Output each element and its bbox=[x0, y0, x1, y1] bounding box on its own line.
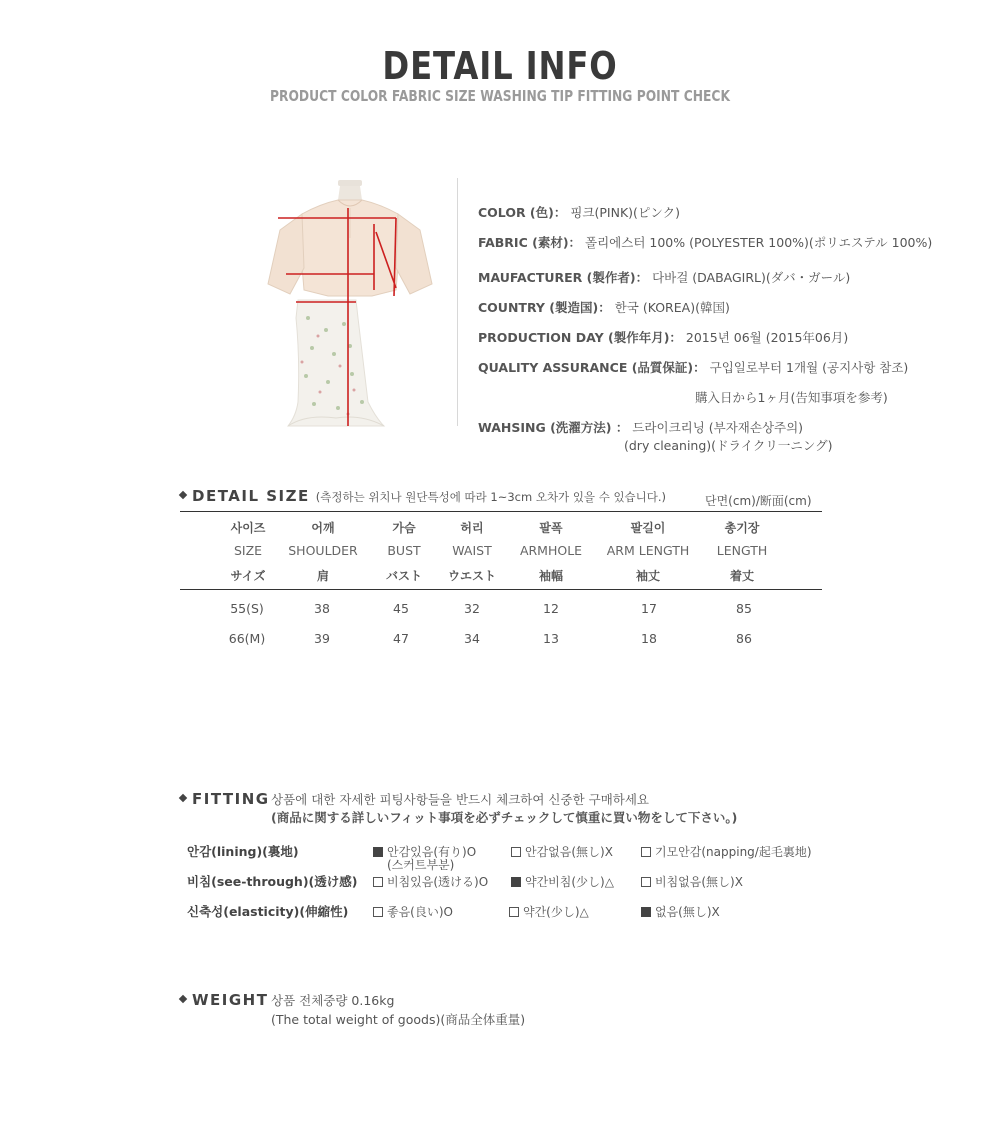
country-value: 한국 (KOREA)(韓国) bbox=[614, 300, 730, 315]
size-header-jp: サイズ bbox=[230, 569, 266, 583]
quality-value-jp: 購入日から1ヶ月(告知事項を参考) bbox=[695, 390, 888, 405]
size-header-en: SHOULDER bbox=[288, 543, 358, 558]
unchecked-box-icon bbox=[509, 907, 519, 917]
page-subtitle: PRODUCT COLOR FABRIC SIZE WASHING TIP FITTING POINT CHECK bbox=[269, 87, 730, 105]
seethrough-opt-yes: 비침있음(透ける)O bbox=[373, 873, 488, 890]
size-header-ko: 팔폭 bbox=[539, 521, 563, 535]
size-header-en: ARMHOLE bbox=[519, 543, 583, 558]
lining-sub: (스커트부분) bbox=[387, 858, 455, 872]
size-cell: 47 bbox=[393, 631, 409, 646]
size-cell: 45 bbox=[393, 601, 409, 616]
fitting-heading bbox=[180, 790, 270, 808]
size-cell: 18 bbox=[641, 631, 657, 646]
seethrough-opt-little: 약간비침(少し)△ bbox=[511, 873, 614, 890]
seethrough-opt-no: 비침없음(無し)X bbox=[641, 873, 743, 890]
size-header-en: ARM LENGTH bbox=[606, 543, 690, 558]
info-color bbox=[478, 203, 680, 221]
washing-value-2: (dry cleaning)(ドライクリ一ニング) bbox=[624, 438, 833, 453]
size-cell: 86 bbox=[736, 631, 752, 646]
seethrough-label: 비침(see-through)(透け感) bbox=[187, 874, 358, 889]
table-top-rule bbox=[180, 511, 822, 512]
diamond-icon bbox=[179, 491, 187, 499]
quality-value: 구입일로부터 1개월 (공지사항 참조) bbox=[709, 360, 909, 375]
quality-label: QUALITY ASSURANCE (品質保証)： bbox=[478, 360, 706, 375]
product-image bbox=[250, 178, 450, 438]
washing-label: WAHSING (洗濯方法) ： bbox=[478, 420, 629, 435]
lining-opt-yes: 안감있음(有り)O bbox=[373, 843, 476, 860]
weight-title: WEIGHT bbox=[192, 991, 269, 1009]
unchecked-box-icon bbox=[373, 877, 383, 887]
checked-box-icon bbox=[511, 877, 521, 887]
info-fabric bbox=[478, 233, 932, 251]
fitting-desc-jp: (商品に関する詳しいフィット事項を必ずチェックして慎重に買い物をして下さい。) bbox=[271, 810, 738, 825]
country-label: COUNTRY (製造国)： bbox=[478, 300, 611, 315]
production-value: 2015년 06월 (2015年06月) bbox=[685, 330, 849, 345]
fitting-desc-ko: 상품에 대한 자세한 피팅사항들을 반드시 체크하여 신중한 구매하세요 bbox=[271, 792, 649, 807]
table-header-rule bbox=[180, 589, 822, 590]
size-header-ko: 허리 bbox=[460, 521, 484, 535]
size-row-label: 55(S) bbox=[230, 601, 264, 616]
size-cell: 13 bbox=[543, 631, 559, 646]
weight-line-1: 상품 전체중량 0.16kg bbox=[271, 993, 395, 1008]
detail-size-title: DETAIL SIZE bbox=[192, 487, 310, 505]
size-header-ko: 팔길이 bbox=[630, 521, 666, 535]
size-cell: 34 bbox=[464, 631, 480, 646]
size-header-jp: ウエスト bbox=[447, 569, 496, 583]
page-title: DETAIL INFO bbox=[382, 44, 618, 88]
elasticity-opt-none: 없음(無し)X bbox=[641, 903, 720, 920]
info-country bbox=[478, 298, 730, 316]
unchecked-box-icon bbox=[373, 907, 383, 917]
size-header-ko: 총기장 bbox=[724, 521, 760, 535]
size-header-jp: 袖丈 bbox=[635, 569, 660, 583]
manufacturer-label: MAUFACTURER (製作者)： bbox=[478, 270, 649, 285]
color-label: COLOR (色)： bbox=[478, 205, 567, 220]
elasticity-opt-little: 약간(少し)△ bbox=[509, 903, 589, 920]
production-label: PRODUCTION DAY (製作年月)： bbox=[478, 330, 682, 345]
size-header-en: SIZE bbox=[233, 543, 263, 558]
lining-opt-napping: 기모안감(napping/起毛裏地) bbox=[641, 843, 812, 860]
size-header-en: LENGTH bbox=[716, 543, 768, 558]
washing-value: 드라이크리닝 (부자재손상주의) bbox=[632, 420, 804, 435]
detail-size-heading bbox=[180, 487, 666, 505]
elasticity-opt-good: 좋음(良い)O bbox=[373, 903, 453, 920]
size-cell: 17 bbox=[641, 601, 657, 616]
diamond-icon bbox=[179, 794, 187, 802]
checked-box-icon bbox=[373, 847, 383, 857]
info-manufacturer bbox=[478, 268, 850, 286]
size-header-ko: 어깨 bbox=[311, 521, 335, 535]
size-header-jp: バスト bbox=[385, 569, 422, 583]
size-header-jp: 袖幅 bbox=[538, 569, 563, 583]
info-production bbox=[478, 328, 848, 346]
unchecked-box-icon bbox=[641, 847, 651, 857]
lining-opt-no: 안감없음(無し)X bbox=[511, 843, 613, 860]
fabric-value: 폴리에스터 100% (POLYESTER 100%)(ポリエステル 100%) bbox=[585, 235, 933, 250]
manufacturer-value: 다바걸 (DABAGIRL)(ダバ・ガール) bbox=[652, 270, 851, 285]
fitting-title: FITTING bbox=[192, 790, 270, 808]
size-header-en: WAIST bbox=[452, 543, 492, 558]
size-cell: 32 bbox=[464, 601, 480, 616]
detail-size-note: (측정하는 위치나 원단특성에 따라 1~3cm 오차가 있을 수 있습니다.) bbox=[315, 490, 667, 504]
size-cell: 38 bbox=[314, 601, 330, 616]
info-washing bbox=[478, 418, 803, 436]
weight-heading bbox=[180, 991, 268, 1009]
size-unit: 단면(cm)/断面(cm) bbox=[705, 494, 812, 508]
elasticity-label: 신축성(elasticity)(伸縮性) bbox=[187, 904, 349, 919]
size-header-ko: 가슴 bbox=[392, 521, 416, 535]
color-value: 핑크(PINK)(ピンク) bbox=[570, 205, 681, 220]
size-header-jp: 着丈 bbox=[729, 569, 754, 583]
size-row-label: 66(M) bbox=[228, 631, 266, 646]
fabric-label: FABRIC (素材)： bbox=[478, 235, 582, 250]
diamond-icon bbox=[179, 995, 187, 1003]
size-cell: 39 bbox=[314, 631, 330, 646]
divider-line bbox=[457, 178, 458, 426]
size-cell: 12 bbox=[543, 601, 559, 616]
weight-line-2: (The total weight of goods)(商品全体重量) bbox=[271, 1012, 526, 1027]
info-quality bbox=[478, 358, 908, 376]
unchecked-box-icon bbox=[511, 847, 521, 857]
lining-label: 안감(lining)(裏地) bbox=[187, 844, 299, 859]
size-header-ko: 사이즈 bbox=[230, 521, 266, 535]
checked-box-icon bbox=[641, 907, 651, 917]
size-header-jp: 肩 bbox=[316, 569, 329, 583]
size-header-en: BUST bbox=[387, 543, 421, 558]
unchecked-box-icon bbox=[641, 877, 651, 887]
size-cell: 85 bbox=[736, 601, 752, 616]
